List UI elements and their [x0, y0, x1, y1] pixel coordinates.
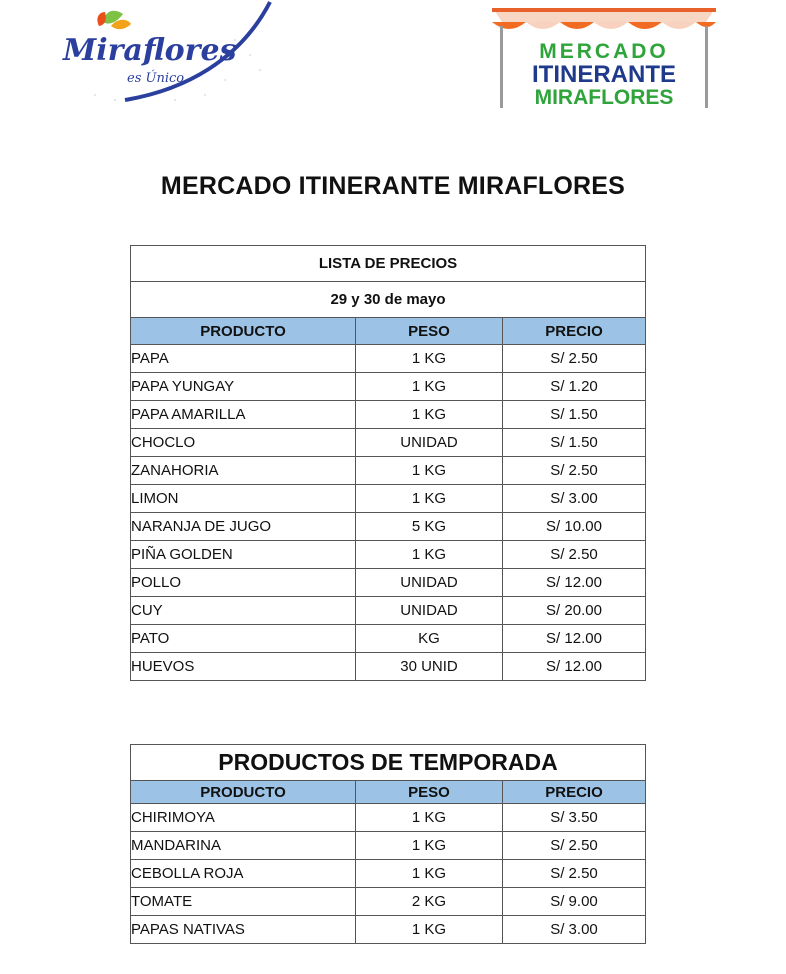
price-cell: S/ 10.00: [503, 513, 646, 541]
weight-cell: 1 KG: [356, 541, 503, 569]
table-row: [131, 401, 646, 429]
header-peso: PESO: [356, 318, 503, 345]
price-cell: S/ 3.00: [503, 916, 646, 944]
product-cell: PAPA AMARILLA: [131, 401, 356, 429]
table-row: [131, 653, 646, 681]
weight-cell: 1 KG: [356, 457, 503, 485]
seasonal-table: [130, 744, 646, 944]
price-cell: S/ 9.00: [503, 888, 646, 916]
svg-text:Miraflores: Miraflores: [63, 33, 237, 68]
svg-text:es Único: es Único: [127, 71, 185, 86]
table-row: [131, 625, 646, 653]
table-row: [131, 373, 646, 401]
price-cell: S/ 2.50: [503, 832, 646, 860]
product-cell: ZANAHORIA: [131, 457, 356, 485]
table-row: [131, 569, 646, 597]
price-cell: S/ 1.20: [503, 373, 646, 401]
weight-cell: UNIDAD: [356, 429, 503, 457]
header-peso: PESO: [356, 781, 503, 804]
price-list-title: LISTA DE PRECIOS: [131, 246, 646, 282]
table-row: [131, 860, 646, 888]
svg-text:ITINERANTE: ITINERANTE: [532, 61, 676, 88]
miraflores-logo: [55, 0, 285, 110]
table-row: [131, 541, 646, 569]
product-cell: CEBOLLA ROJA: [131, 860, 356, 888]
price-cell: S/ 12.00: [503, 653, 646, 681]
table-row: [131, 485, 646, 513]
mercado-itinerante-logo: [488, 2, 720, 110]
price-cell: S/ 3.50: [503, 804, 646, 832]
product-cell: LIMON: [131, 485, 356, 513]
weight-cell: 1 KG: [356, 804, 503, 832]
price-cell: S/ 2.50: [503, 457, 646, 485]
product-cell: PAPA YUNGAY: [131, 373, 356, 401]
price-cell: S/ 2.50: [503, 541, 646, 569]
header-producto: PRODUCTO: [131, 781, 356, 804]
product-cell: HUEVOS: [131, 653, 356, 681]
weight-cell: 1 KG: [356, 485, 503, 513]
header-precio: PRECIO: [503, 781, 646, 804]
product-cell: PAPA: [131, 345, 356, 373]
weight-cell: 1 KG: [356, 860, 503, 888]
weight-cell: 1 KG: [356, 832, 503, 860]
table-row: [131, 513, 646, 541]
product-cell: TOMATE: [131, 888, 356, 916]
svg-text:MIRAFLORES: MIRAFLORES: [534, 86, 674, 109]
product-cell: MANDARINA: [131, 832, 356, 860]
price-cell: S/ 3.00: [503, 485, 646, 513]
header-producto: PRODUCTO: [131, 318, 356, 345]
product-cell: PATO: [131, 625, 356, 653]
price-cell: S/ 1.50: [503, 429, 646, 457]
table-header-row: [131, 318, 646, 345]
header-precio: PRECIO: [503, 318, 646, 345]
table-row: [131, 597, 646, 625]
table-row: [131, 916, 646, 944]
price-cell: S/ 2.50: [503, 860, 646, 888]
table-row: [131, 345, 646, 373]
weight-cell: 1 KG: [356, 916, 503, 944]
price-cell: S/ 1.50: [503, 401, 646, 429]
product-cell: CHIRIMOYA: [131, 804, 356, 832]
seasonal-title: PRODUCTOS DE TEMPORADA: [131, 745, 646, 781]
weight-cell: UNIDAD: [356, 597, 503, 625]
table-row: [131, 429, 646, 457]
price-list-table: [130, 245, 646, 681]
price-cell: S/ 12.00: [503, 625, 646, 653]
table-row: [131, 832, 646, 860]
weight-cell: 30 UNID: [356, 653, 503, 681]
price-list-body: [131, 345, 646, 681]
product-cell: PIÑA GOLDEN: [131, 541, 356, 569]
weight-cell: KG: [356, 625, 503, 653]
weight-cell: 2 KG: [356, 888, 503, 916]
product-cell: CUY: [131, 597, 356, 625]
weight-cell: 1 KG: [356, 401, 503, 429]
page-title: MERCADO ITINERANTE MIRAFLORES: [160, 172, 626, 200]
table-row: [131, 804, 646, 832]
product-cell: POLLO: [131, 569, 356, 597]
product-cell: NARANJA DE JUGO: [131, 513, 356, 541]
product-cell: PAPAS NATIVAS: [131, 916, 356, 944]
price-list-date: 29 y 30 de mayo: [131, 282, 646, 318]
weight-cell: 1 KG: [356, 345, 503, 373]
weight-cell: 5 KG: [356, 513, 503, 541]
table-row: [131, 457, 646, 485]
table-row: [131, 888, 646, 916]
weight-cell: UNIDAD: [356, 569, 503, 597]
price-cell: S/ 12.00: [503, 569, 646, 597]
weight-cell: 1 KG: [356, 373, 503, 401]
price-cell: S/ 2.50: [503, 345, 646, 373]
svg-text:MERCADO: MERCADO: [539, 40, 669, 63]
price-cell: S/ 20.00: [503, 597, 646, 625]
seasonal-body: [131, 804, 646, 944]
table-header-row: [131, 781, 646, 804]
product-cell: CHOCLO: [131, 429, 356, 457]
